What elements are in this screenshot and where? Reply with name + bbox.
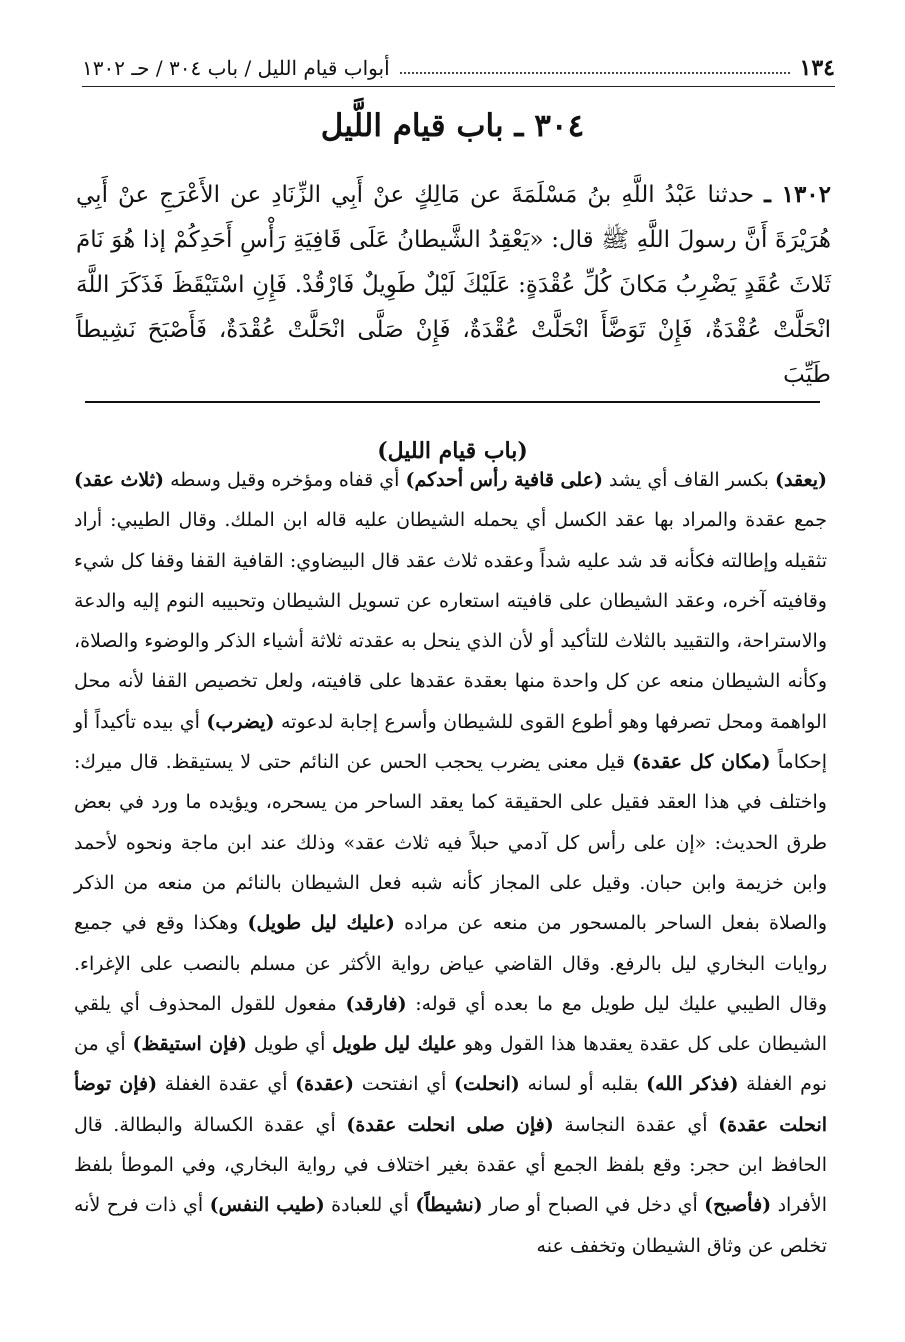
gloss: بقلبه أو لسانه <box>519 1073 647 1096</box>
gloss: أي عقدة الكسالة والبطالة. قال الحافظ ابن حجر: وقع بلفظ الجمع أي عقدة بغير اختلاف في رواية البخاري، وفي الموطأ بلفظ الأفراد <box>74 1113 827 1217</box>
term: (مكان كل عقدة) <box>632 751 771 774</box>
term: (فإن صلى انحلت عقدة) <box>346 1113 554 1136</box>
term: (فإن توضأ انحلت عقدة) <box>74 1073 828 1136</box>
term: (يعقد) <box>774 469 828 491</box>
term: (عليك ليل طويل) <box>247 912 395 935</box>
leader-dots <box>400 62 790 74</box>
hadith-body: حدثنا عَبْدُ اللَّهِ بنُ مَسْلَمَةَ عن مَالِكٍ عنْ أَبِي الزِّنَادِ عن الأَعْرَجِ عنْ أَبِي هُرَيْرَةَ أَنَّ رسولَ اللَّهِ ﷺ قال: «يَعْقِدُ الشَّيطانُ عَلَى قَافِيَةِ رَأْسِ أَحَدِكُمْ إذا هُوَ نَامَ ثَلاثَ عُقَدٍ يَضْرِبُ مَكانَ كُلِّ عُقْدَةٍ: عَلَيْكَ لَيْلٌ طَوِيلٌ فَارْقُدْ. فَإِنِ اسْتَيْقَظَ فَذَكَرَ اللَّهَ انْحَلَّتْ عُقْدَةٌ، فَإِنْ تَوَضَّأَ انْحَلَّتْ عُقْدَةٌ، فَإِنْ صَلَّى انْحَلَّتْ عُقْدَةٌ، فَأَصْبَحَ نَشِيطاً طَيِّبَ <box>76 182 831 388</box>
term: (انحلت) <box>454 1073 520 1096</box>
running-header <box>82 50 835 87</box>
gloss: أي قفاه ومؤخره وقيل وسطه <box>164 469 406 491</box>
term: (طيب النفس) <box>209 1194 325 1217</box>
page-number: ١٣٤ <box>799 55 835 81</box>
gloss: جمع عقدة والمراد بها عقد الكسل أي يحمله الشيطان عليه قاله ابن الملك. وقال الطيبي: أراد تثقيله وإطالته فكأنه قد شد عليه شداً وعقده ثلاث عقد قال البيضاوي: القافية القفا وقفا كل شيء وقافيته آخره، وعقد الشيطان على قافيته استعاره عن تسويل الشيطان وتحبيبه النوم إليه والدعة والاستراحة، والتقييد بالثلاث للتأكيد أو لأن الذي ينحل به عقدته ثلاثة أشياء الذكر والوضوء والصلاة، وكأنه الشيطان منعه عن كل واحدة منها بعقدة عقدها على قافيته، ولعل تخصيص القفا لأنه محل الواهمة ومحل تصرفها وهو أطوع القوى للشيطان وأسرع إجابة لدعوته <box>74 509 827 733</box>
term: (فارقد) <box>345 992 407 1015</box>
gloss: أي عقدة الغفلة <box>157 1073 296 1096</box>
term: (على قافية رأس أحدكم) <box>405 469 604 491</box>
term: (نشيطاً) <box>415 1194 483 1217</box>
commentary-text <box>74 460 827 1266</box>
gloss: أي انفتحت <box>354 1073 455 1096</box>
gloss: أي ذات فرح لأنه تخلص عن وثاق الشيطان وتخفف عنه <box>74 1194 827 1257</box>
gloss: أي للعبادة <box>324 1194 416 1217</box>
chapter-title: ٣٠٤ ـ باب قيام اللَّيل <box>320 108 585 144</box>
gloss: مفعول للقول المحذوف أي يلقي الشيطان على كل عقدة يعقدها هذا القول وهو <box>74 992 827 1056</box>
commentary-title: (باب قيام الليل) <box>377 438 528 464</box>
gloss: أي عقدة النجاسة <box>553 1113 719 1136</box>
gloss: أي بيده تأكيداً أو إحكاماً <box>74 710 828 774</box>
term: (عقدة) <box>295 1073 355 1096</box>
term: عليك ليل طويل <box>332 1033 458 1056</box>
hadith-number: ١٣٠٢ ـ <box>764 181 832 208</box>
gloss: وهكذا وقع في جميع روايات البخاري ليل بالرفع. وقال القاضي عياض رواية الأكثر عن مسلم بالنصب على الإغراء. وقال الطيبي عليك ليل طويل مع ما بعده أي قوله: <box>74 912 827 1015</box>
gloss: قيل معنى يضرب يحجب الحس عن النائم حتى لا يستيقظ. قال ميرك: واختلف في هذا العقد فقيل على الحقيقة كما يعقد الساحر من يسحره، ويؤيده ما ورد في بعض طرق الحديث: «إن على رأس كل آدمي حبلاً فيه ثلاث عقد» وذلك عند ابن ماجة ونحوه لأحمد وابن خزيمة وابن حبان. وقيل على المجاز كأنه شبه فعل الشيطان بالنائم من منعه من الذكر والصلاة بفعل الساحر بالمسحور من منعه عن مراده <box>74 751 828 935</box>
term: (ثلاث عقد) <box>74 469 165 491</box>
gloss: بكسر القاف أي يشد <box>603 469 775 491</box>
gloss: أي من نوم الغفلة <box>74 1033 827 1096</box>
page-locator: أبواب قيام الليل / باب ٣٠٤ / حـ ١٣٠٢ <box>82 56 390 80</box>
gloss: أي طويل <box>247 1033 333 1056</box>
hadith-text <box>76 172 831 398</box>
section-divider <box>85 401 820 403</box>
term: (فأصبح) <box>704 1194 772 1217</box>
term: (فإن استيقظ) <box>132 1033 247 1056</box>
gloss: أي دخل في الصباح أو صار <box>482 1194 705 1217</box>
term: (فذكر الله) <box>646 1073 739 1096</box>
term: (يضرب) <box>206 710 275 733</box>
